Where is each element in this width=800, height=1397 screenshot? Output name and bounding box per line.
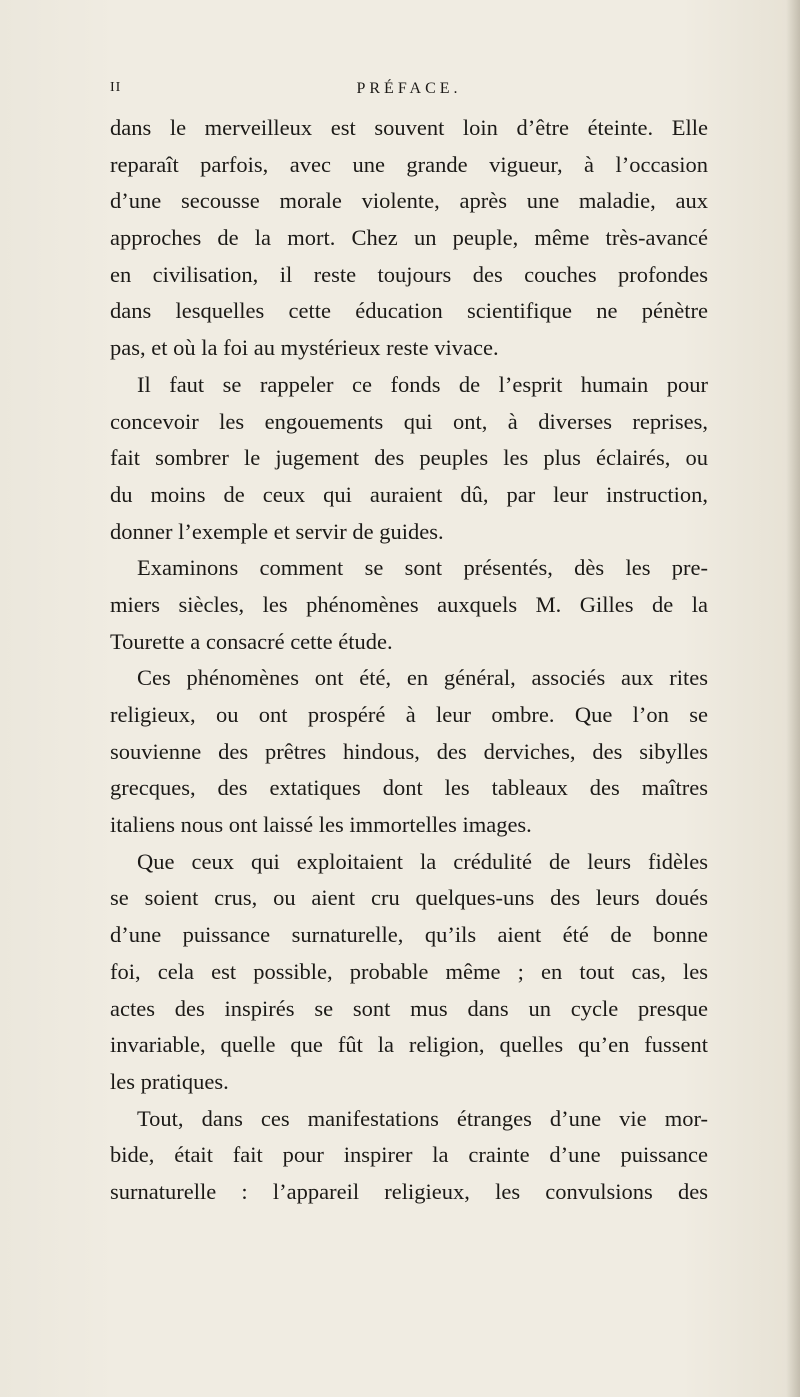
text-line: actes des inspirés se sont mus dans un cycle presque [110, 995, 708, 1021]
text-line: les pratiques. [110, 1068, 229, 1094]
text-line: fait sombrer le jugement des peuples les plus éclairés, ou [110, 445, 708, 471]
text-line: souvienne des prêtres hindous, des derviches, des sibylles [110, 738, 708, 764]
text-line: Ces phénomènes ont été, en général, associés aux rites [137, 665, 708, 691]
text-line: dans lesquelles cette éducation scientifique ne pénètre [110, 298, 708, 324]
text-line: Tourette a consacré cette étude. [110, 628, 393, 654]
running-head: PRÉFACE. [356, 80, 462, 97]
text-line: donner l’exemple et servir de guides. [110, 518, 444, 544]
text-line: pas, et où la foi au mystérieux reste vivace. [110, 335, 499, 361]
page-number: II [110, 80, 122, 95]
text-line: reparaît parfois, avec une grande vigueur, à l’occasion [110, 151, 708, 177]
text-line: surnaturelle : l’appareil religieux, les convulsions des [110, 1178, 708, 1204]
page-header [110, 80, 708, 106]
text-line: du moins de ceux qui auraient dû, par leur instruction, [110, 481, 708, 507]
text-line: concevoir les engouements qui ont, à diverses reprises, [110, 408, 708, 434]
text-line: Tout, dans ces manifestations étranges d’une vie mor- [137, 1105, 708, 1131]
text-line: en civilisation, il reste toujours des couches profondes [110, 261, 708, 287]
text-line: foi, cela est possible, probable même ; en tout cas, les [110, 958, 708, 984]
text-line: italiens nous ont laissé les immortelles images. [110, 812, 532, 838]
text-line: bide, était fait pour inspirer la crainte d’une puissance [110, 1142, 708, 1168]
page-edge-shadow [786, 0, 800, 1397]
text-line: religieux, ou ont prospéré à leur ombre. Que l’on se [110, 702, 708, 727]
text-line: miers siècles, les phénomènes auxquels M. Gilles de la [110, 591, 708, 617]
text-line: Que ceux qui exploitaient la crédulité de leurs fidèles [137, 848, 708, 874]
text-line: grecques, des extatiques dont les tableaux des maîtres [110, 775, 708, 801]
text-line: dans le merveilleux est souvent loin d’être éteinte. Elle [110, 115, 708, 140]
text-line: invariable, quelle que fût la religion, quelles qu’en fussent [110, 1032, 708, 1058]
text-line: Il faut se rappeler ce fonds de l’esprit humain pour [137, 371, 708, 397]
text-line: d’une puissance surnaturelle, qu’ils aient été de bonne [110, 922, 708, 948]
text-line: se soient crus, ou aient cru quelques-uns des leurs doués [110, 885, 708, 911]
body-text [110, 110, 708, 1211]
text-line: Examinons comment se sont présentés, dès les pre- [137, 555, 708, 581]
text-line: approches de la mort. Chez un peuple, même très-avancé [110, 225, 708, 251]
text-line: d’une secousse morale violente, après une maladie, aux [110, 188, 708, 214]
